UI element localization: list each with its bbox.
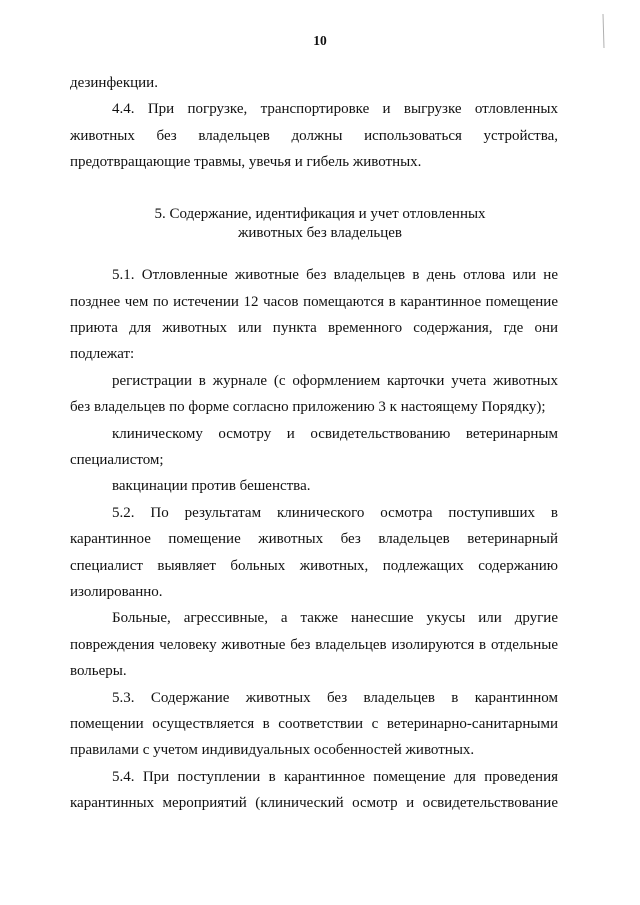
paragraph-line: карантинное помещение животных без владельцев ветеринарный [70,531,558,547]
paragraph-line: регистрации в журнале (с оформлением карточки учета животных [112,373,558,389]
paragraph-line: 5.4. При поступлении в карантинное помещение для проведения [112,769,558,785]
paragraph-line: помещении осуществляется в соответствии с ветеринарно-санитарными [70,716,558,732]
paragraph-line: вольеры. [70,663,127,679]
paragraph-line: вакцинации против бешенства. [112,478,311,494]
paragraph-line: специалист выявляет больных животных, подлежащих содержанию [70,558,558,574]
paragraph-line: 4.4. При погрузке, транспортировке и выгрузке отловленных [112,101,558,117]
paragraph-line: приюта для животных или пункта временного содержания, где они [70,320,558,336]
paragraph-line: карантинных мероприятий (клинический осмотр и освидетельствование [70,795,558,811]
paragraph-line: 5.3. Содержание животных без владельцев в карантинном [112,690,558,706]
paragraph-line: клиническому осмотру и освидетельствованию ветеринарным [112,426,558,442]
paragraph-line: животных без владельцев должны использоваться устройства, [70,128,558,144]
paragraph-line: без владельцев по форме согласно приложению 3 к настоящему Порядку); [70,399,546,415]
paragraph-line: предотвращающие травмы, увечья и гибель животных. [70,154,422,170]
scan-edge-mark [598,14,608,48]
paragraph-line: специалистом; [70,452,164,468]
section-heading-line: 5. Содержание, идентификация и учет отловленных [154,206,486,222]
paragraph-line: повреждения человеку животные без владельцев изолируются в отдельные [70,637,558,653]
section-heading-line: животных без владельцев [238,225,402,241]
paragraph-line: подлежат: [70,346,135,362]
paragraph-line: 5.1. Отловленные животные без владельцев в день отлова или не [112,267,558,283]
paragraph-line: 5.2. По результатам клинического осмотра поступивших в [112,505,558,521]
paragraph-line: изолированно. [70,584,163,600]
paragraph-line: правилами с учетом индивидуальных особенностей животных. [70,742,475,758]
paragraph-line: дезинфекции. [70,75,158,91]
paragraph-line: позднее чем по истечении 12 часов помещаются в карантинное помещение [70,294,558,310]
page-number: 10 [313,33,327,48]
paragraph-line: Больные, агрессивные, а также нанесшие укусы или другие [112,610,558,626]
